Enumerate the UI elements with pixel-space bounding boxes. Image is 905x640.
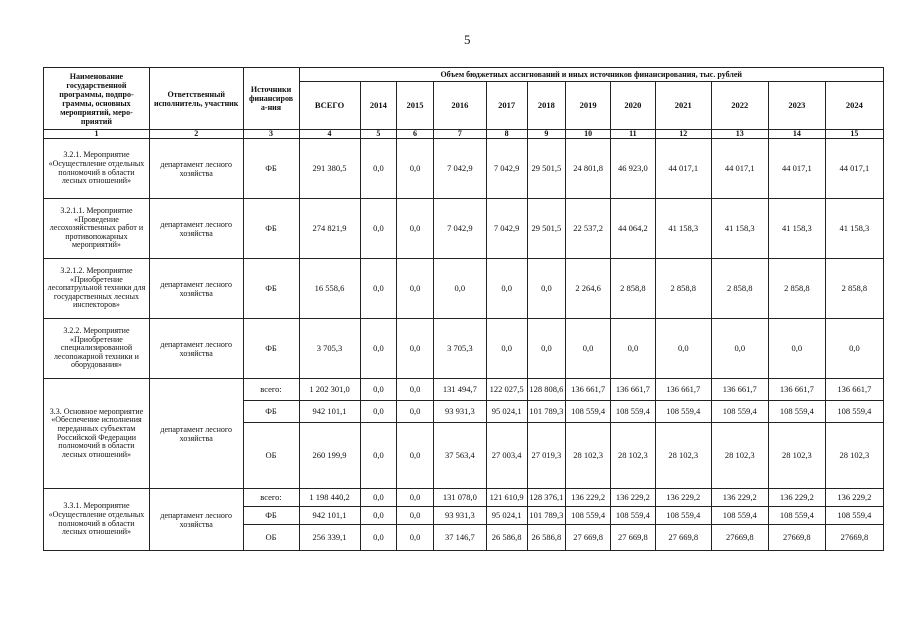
funding-value: 0,0 <box>360 139 397 199</box>
funding-value: 136 661,7 <box>566 379 611 401</box>
column-index: 4 <box>299 130 360 139</box>
funding-value: 136 661,7 <box>655 379 711 401</box>
funding-value: 26 586,8 <box>527 525 566 551</box>
funding-value: 131 078,0 <box>433 489 486 507</box>
header-year: 2019 <box>566 82 611 130</box>
activity-name: 3.3.1. Мероприятие «Осуществление отдельных полномочий в области лесных отношений» <box>44 489 150 551</box>
activity-name: 3.2.1.2. Мероприятие «Приобретение лесопатрульной техники для государственных лесных инспекторов» <box>44 259 150 319</box>
funding-value: 108 559,4 <box>611 507 656 525</box>
funding-value: 108 559,4 <box>768 507 825 525</box>
header-total: ВСЕГО <box>299 82 360 130</box>
funding-value: 7 042,9 <box>486 139 527 199</box>
funding-value: 108 559,4 <box>611 401 656 423</box>
funding-value: 95 024,1 <box>486 401 527 423</box>
funding-value: 121 610,9 <box>486 489 527 507</box>
funding-value: 26 586,8 <box>486 525 527 551</box>
funding-value: 27 669,8 <box>611 525 656 551</box>
column-index: 13 <box>711 130 768 139</box>
header-year: 2021 <box>655 82 711 130</box>
funding-value: 0,0 <box>397 139 434 199</box>
table-row <box>44 259 884 319</box>
funding-value: 44 017,1 <box>711 139 768 199</box>
funding-value: 0,0 <box>655 319 711 379</box>
header-volume: Объем бюджетных ассигнований и иных источников финансирования, тыс. рублей <box>299 68 883 82</box>
funding-value: 108 559,4 <box>711 401 768 423</box>
column-index: 1 <box>44 130 150 139</box>
header-year: 2024 <box>825 82 883 130</box>
funding-value: 108 559,4 <box>768 401 825 423</box>
header-year: 2020 <box>611 82 656 130</box>
responsible-executor: департамент лесного хозяйства <box>149 199 243 259</box>
funding-value: 7 042,9 <box>433 199 486 259</box>
funding-value: 136 229,2 <box>711 489 768 507</box>
activity-name: 3.3. Основное мероприятие «Обеспечение исполнения переданных субъектам Российской Федерации полномочий в области лесных отношений» <box>44 379 150 489</box>
responsible-executor: департамент лесного хозяйства <box>149 319 243 379</box>
column-index: 11 <box>611 130 656 139</box>
funding-value: 0,0 <box>397 423 434 489</box>
funding-value: 27 669,8 <box>655 525 711 551</box>
funding-value: 942 101,1 <box>299 401 360 423</box>
header-year: 2014 <box>360 82 397 130</box>
funding-value: 128 808,6 <box>527 379 566 401</box>
funding-value: 95 024,1 <box>486 507 527 525</box>
column-index: 6 <box>397 130 434 139</box>
table-row <box>44 199 884 259</box>
funding-value: 128 376,1 <box>527 489 566 507</box>
funding-value: 37 563,4 <box>433 423 486 489</box>
funding-source: ОБ <box>243 525 299 551</box>
funding-value: 0,0 <box>360 507 397 525</box>
funding-value: 0,0 <box>360 423 397 489</box>
funding-value: 44 017,1 <box>655 139 711 199</box>
column-index: 2 <box>149 130 243 139</box>
funding-value: 16 558,6 <box>299 259 360 319</box>
funding-value: 7 042,9 <box>486 199 527 259</box>
funding-value: 0,0 <box>825 319 883 379</box>
funding-value: 0,0 <box>486 319 527 379</box>
funding-value: 136 661,7 <box>825 379 883 401</box>
funding-value: 41 158,3 <box>711 199 768 259</box>
column-index: 12 <box>655 130 711 139</box>
funding-value: 46 923,0 <box>611 139 656 199</box>
header-source-column: Источники финансиров а-ния <box>243 68 299 130</box>
funding-value: 7 042,9 <box>433 139 486 199</box>
funding-value: 260 199,9 <box>299 423 360 489</box>
column-index: 14 <box>768 130 825 139</box>
activity-name: 3.2.1. Мероприятие «Осуществление отдельных полномочий в области лесных отношений» <box>44 139 150 199</box>
funding-value: 1 198 440,2 <box>299 489 360 507</box>
funding-value: 27 003,4 <box>486 423 527 489</box>
responsible-executor: департамент лесного хозяйства <box>149 259 243 319</box>
activity-name: 3.2.1.1. Мероприятие «Проведение лесохозяйственных работ и противопожарных мероприятий» <box>44 199 150 259</box>
funding-value: 0,0 <box>360 259 397 319</box>
header-year: 2017 <box>486 82 527 130</box>
funding-value: 108 559,4 <box>655 401 711 423</box>
column-index: 3 <box>243 130 299 139</box>
funding-value: 131 494,7 <box>433 379 486 401</box>
header-year: 2018 <box>527 82 566 130</box>
funding-value: 28 102,3 <box>711 423 768 489</box>
table-row <box>44 139 884 199</box>
funding-value: 108 559,4 <box>825 401 883 423</box>
funding-value: 136 229,2 <box>566 489 611 507</box>
funding-value: 27669,8 <box>825 525 883 551</box>
funding-value: 2 264,6 <box>566 259 611 319</box>
responsible-executor: департамент лесного хозяйства <box>149 379 243 489</box>
funding-source: ФБ <box>243 259 299 319</box>
column-index: 9 <box>527 130 566 139</box>
page-number: 5 <box>464 32 471 47</box>
funding-value: 28 102,3 <box>768 423 825 489</box>
funding-value: 93 931,3 <box>433 401 486 423</box>
column-index: 5 <box>360 130 397 139</box>
funding-value: 108 559,4 <box>825 507 883 525</box>
table-row <box>44 319 884 379</box>
funding-value: 0,0 <box>397 507 434 525</box>
funding-value: 2 858,8 <box>711 259 768 319</box>
funding-value: 0,0 <box>397 525 434 551</box>
funding-value: 0,0 <box>611 319 656 379</box>
funding-value: 0,0 <box>360 379 397 401</box>
funding-value: 108 559,4 <box>711 507 768 525</box>
funding-value: 0,0 <box>566 319 611 379</box>
funding-value: 101 789,3 <box>527 401 566 423</box>
funding-source: ОБ <box>243 423 299 489</box>
funding-value: 2 858,8 <box>655 259 711 319</box>
header-responsible-column: Ответственный исполнитель, участник <box>149 68 243 130</box>
funding-value: 0,0 <box>527 259 566 319</box>
funding-source: ФБ <box>243 401 299 423</box>
funding-source: ФБ <box>243 199 299 259</box>
funding-value: 28 102,3 <box>825 423 883 489</box>
header-year: 2016 <box>433 82 486 130</box>
funding-value: 136 229,2 <box>825 489 883 507</box>
funding-value: 108 559,4 <box>655 507 711 525</box>
funding-value: 3 705,3 <box>299 319 360 379</box>
funding-value: 942 101,1 <box>299 507 360 525</box>
funding-value: 27 669,8 <box>566 525 611 551</box>
funding-value: 0,0 <box>360 489 397 507</box>
table-row <box>44 489 884 507</box>
funding-source: ФБ <box>243 319 299 379</box>
funding-value: 0,0 <box>397 401 434 423</box>
funding-value: 0,0 <box>397 319 434 379</box>
funding-value: 29 501,5 <box>527 199 566 259</box>
funding-value: 2 858,8 <box>825 259 883 319</box>
responsible-executor: департамент лесного хозяйства <box>149 139 243 199</box>
funding-value: 136 229,2 <box>768 489 825 507</box>
funding-source: ФБ <box>243 139 299 199</box>
funding-value: 44 017,1 <box>825 139 883 199</box>
funding-value: 0,0 <box>768 319 825 379</box>
funding-value: 24 801,8 <box>566 139 611 199</box>
funding-value: 44 064,2 <box>611 199 656 259</box>
funding-value: 0,0 <box>360 319 397 379</box>
funding-value: 0,0 <box>397 259 434 319</box>
funding-value: 108 559,4 <box>566 401 611 423</box>
funding-value: 3 705,3 <box>433 319 486 379</box>
funding-value: 136 661,7 <box>711 379 768 401</box>
column-index: 8 <box>486 130 527 139</box>
funding-value: 0,0 <box>360 401 397 423</box>
funding-value: 0,0 <box>397 489 434 507</box>
column-index: 10 <box>566 130 611 139</box>
funding-value: 0,0 <box>486 259 527 319</box>
funding-value: 1 202 301,0 <box>299 379 360 401</box>
funding-value: 0,0 <box>360 525 397 551</box>
funding-value: 0,0 <box>711 319 768 379</box>
column-index: 15 <box>825 130 883 139</box>
funding-value: 41 158,3 <box>655 199 711 259</box>
header-year: 2015 <box>397 82 434 130</box>
funding-value: 27 019,3 <box>527 423 566 489</box>
funding-value: 2 858,8 <box>768 259 825 319</box>
funding-value: 0,0 <box>397 199 434 259</box>
activity-name: 3.2.2. Мероприятие «Приобретение специализированной лесопожарной техники и оборудования» <box>44 319 150 379</box>
funding-value: 44 017,1 <box>768 139 825 199</box>
funding-value: 136 661,7 <box>768 379 825 401</box>
funding-value: 41 158,3 <box>768 199 825 259</box>
header-year: 2023 <box>768 82 825 130</box>
funding-value: 122 027,5 <box>486 379 527 401</box>
funding-value: 0,0 <box>397 379 434 401</box>
funding-value: 27669,8 <box>711 525 768 551</box>
funding-value: 28 102,3 <box>566 423 611 489</box>
funding-table <box>43 67 884 551</box>
funding-value: 27669,8 <box>768 525 825 551</box>
funding-value: 22 537,2 <box>566 199 611 259</box>
funding-source: всего: <box>243 379 299 401</box>
header-year: 2022 <box>711 82 768 130</box>
funding-value: 2 858,8 <box>611 259 656 319</box>
responsible-executor: департамент лесного хозяйства <box>149 489 243 551</box>
funding-value: 28 102,3 <box>611 423 656 489</box>
funding-value: 0,0 <box>527 319 566 379</box>
funding-value: 136 229,2 <box>655 489 711 507</box>
funding-value: 108 559,4 <box>566 507 611 525</box>
funding-value: 28 102,3 <box>655 423 711 489</box>
funding-value: 29 501,5 <box>527 139 566 199</box>
funding-value: 0,0 <box>433 259 486 319</box>
funding-value: 136 661,7 <box>611 379 656 401</box>
column-index: 7 <box>433 130 486 139</box>
funding-value: 37 146,7 <box>433 525 486 551</box>
funding-value: 0,0 <box>360 199 397 259</box>
funding-value: 41 158,3 <box>825 199 883 259</box>
table-row <box>44 379 884 401</box>
funding-value: 256 339,1 <box>299 525 360 551</box>
funding-value: 101 789,3 <box>527 507 566 525</box>
funding-value: 291 380,5 <box>299 139 360 199</box>
funding-source: ФБ <box>243 507 299 525</box>
funding-value: 274 821,9 <box>299 199 360 259</box>
funding-value: 136 229,2 <box>611 489 656 507</box>
header-name-column: Наименование государственной программы, подпро-граммы, основных мероприятий, меро-приятий <box>44 68 150 130</box>
funding-source: всего: <box>243 489 299 507</box>
funding-value: 93 931,3 <box>433 507 486 525</box>
